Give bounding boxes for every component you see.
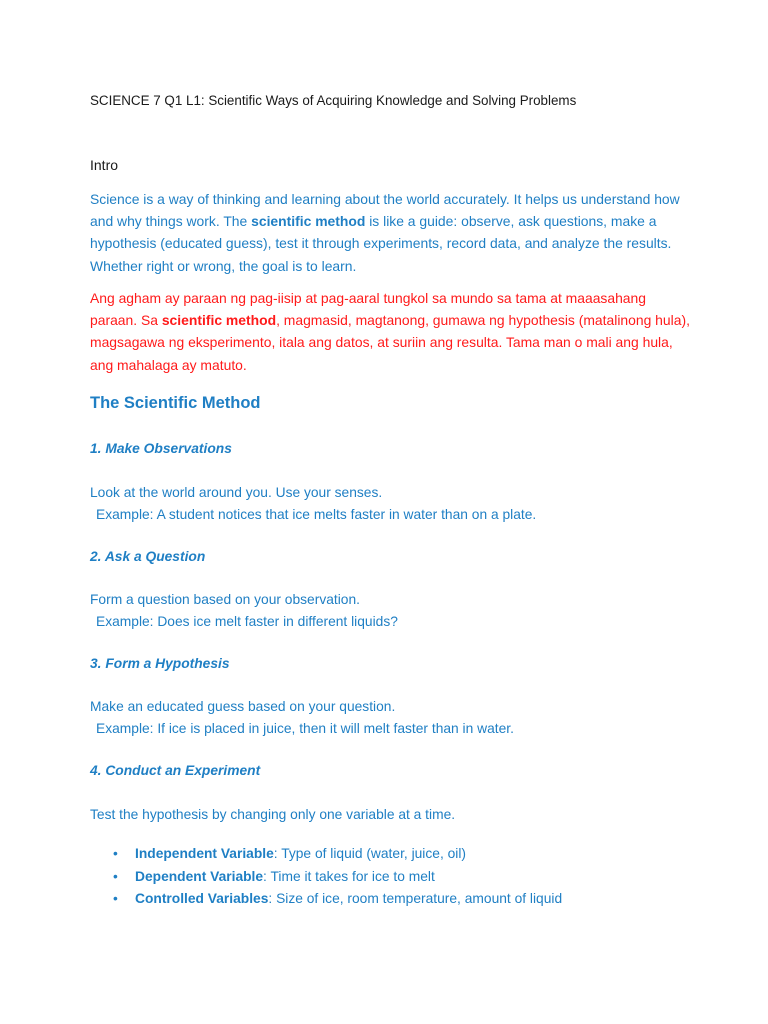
step-3-body — [90, 696, 710, 740]
bullet-icon: • — [113, 868, 118, 884]
intro-en-text-2: is like a guide: observe, ask questions, make a hypothesis (educated guess), test it through experiments, record data, and analyze the results. Whether right or wrong, the goal is to learn. — [90, 213, 672, 274]
intro-heading: Intro — [90, 157, 119, 173]
list-item-controlled-variables — [90, 888, 710, 911]
step-2-heading: 2. Ask a Question — [90, 549, 206, 564]
step-2-text: Form a question based on your observation. — [90, 592, 360, 607]
controlled-variables-desc: : Size of ice, room temperature, amount of liquid — [268, 891, 563, 906]
step-4-body — [90, 804, 710, 826]
step-3-heading: 3. Form a Hypothesis — [90, 656, 230, 671]
step-1-example: Example: A student notices that ice melts faster in water than on a plate. — [96, 507, 537, 522]
intro-paragraph-english — [90, 188, 690, 277]
step-1-body — [90, 482, 710, 526]
intro-tl-text-2: , magmasid, magtanong, gumawa ng hypothesis (matalinong hula), magsagawa ng eksperimento, itala ang datos, at suriin ang resulta. Tama man o mali ang hula, ang mahalaga ay matuto. — [90, 312, 690, 373]
step-1-text: Look at the world around you. Use your senses. — [90, 485, 383, 500]
step-3-text: Make an educated guess based on your question. — [90, 699, 396, 714]
intro-tl-bold-term: scientific method — [161, 312, 277, 329]
intro-tl-text-1: Ang agham ay paraan ng pag-iisip at pag-aaral tungkol sa mundo sa tama at maaasahang paraan. Sa — [90, 290, 646, 329]
intro-en-text-1: Science is a way of thinking and learning about the world accurately. It helps us understand how and why things work. The — [90, 191, 680, 230]
step-2-example: Example: Does ice melt faster in different liquids? — [96, 614, 398, 629]
step-4-heading: 4. Conduct an Experiment — [90, 763, 261, 778]
step-1-heading: 1. Make Observations — [90, 441, 232, 456]
variables-list — [90, 843, 710, 911]
section-heading-scientific-method: The Scientific Method — [90, 394, 261, 412]
dependent-variable-term: Dependent Variable — [135, 868, 264, 884]
dependent-variable-desc: : Time it takes for ice to melt — [263, 868, 435, 884]
list-item-dependent-variable — [90, 866, 710, 889]
step-4-text: Test the hypothesis by changing only one variable at a time. — [90, 807, 456, 822]
step-2-body — [90, 589, 710, 633]
intro-en-bold-term: scientific method — [251, 213, 366, 230]
independent-variable-desc: : Type of liquid (water, juice, oil) — [273, 846, 467, 861]
list-item-independent-variable — [90, 843, 710, 866]
controlled-variables-term: Controlled Variables — [135, 891, 269, 906]
intro-paragraph-tagalog — [90, 287, 690, 376]
bullet-icon: • — [113, 846, 118, 861]
independent-variable-term: Independent Variable — [135, 846, 274, 861]
bullet-icon: • — [113, 891, 118, 906]
step-3-example: Example: If ice is placed in juice, then it will melt faster than in water. — [96, 721, 514, 736]
document-title: SCIENCE 7 Q1 L1: Scientific Ways of Acquiring Knowledge and Solving Problems — [90, 93, 577, 108]
